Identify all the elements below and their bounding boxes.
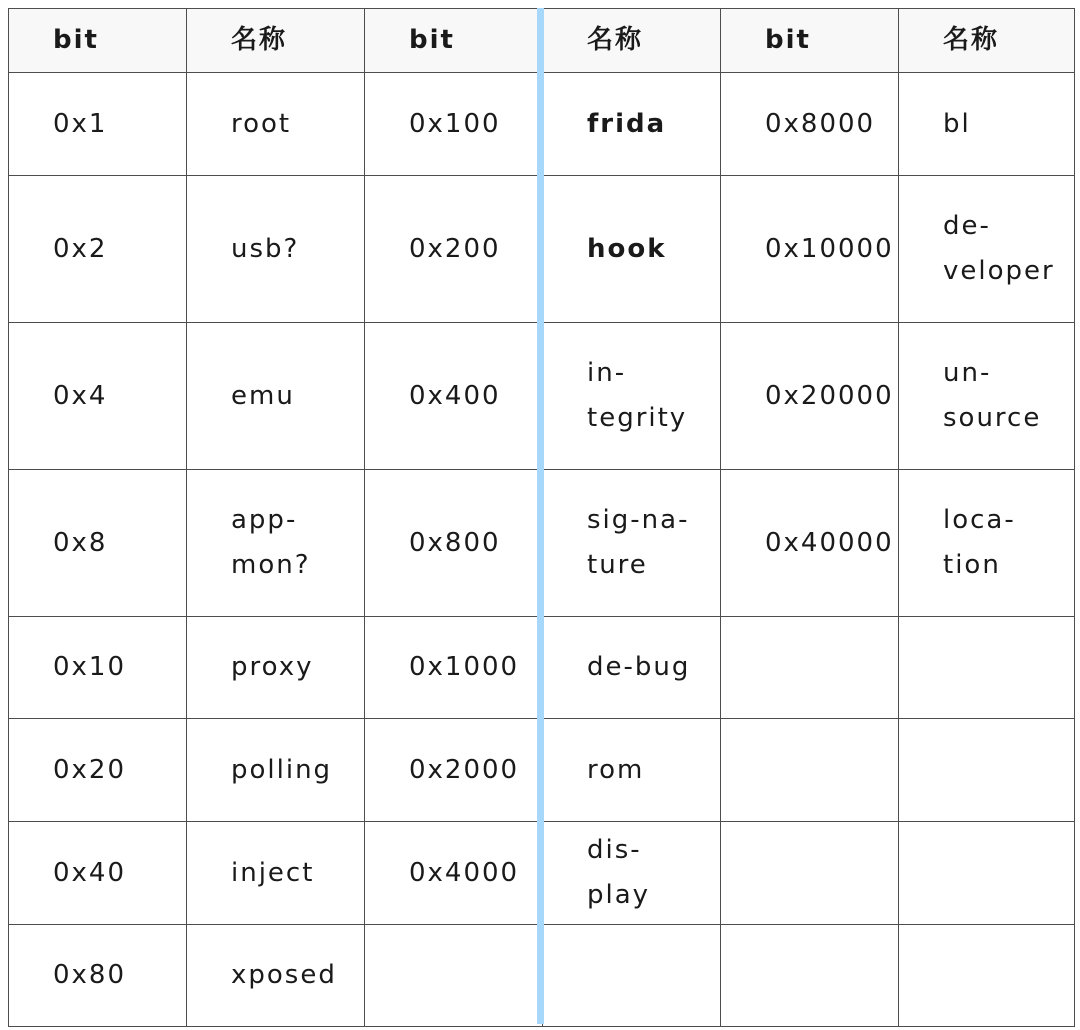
name-cell: hook [543, 176, 721, 323]
bit-cell: 0x20 [9, 719, 187, 822]
bit-cell: 0x8 [9, 470, 187, 617]
bit-cell: 0x80 [9, 925, 187, 1027]
name-cell: bl [899, 73, 1075, 176]
name-cell [899, 925, 1075, 1027]
name-cell: de-bug [543, 617, 721, 719]
bit-cell: 0x1 [9, 73, 187, 176]
bit-cell: 0x100 [365, 73, 543, 176]
name-cell: in-tegrity [543, 323, 721, 470]
column-divider [537, 8, 544, 1024]
bit-cell [721, 617, 899, 719]
bit-cell: 0x1000 [365, 617, 543, 719]
name-cell: xposed [187, 925, 365, 1027]
bit-cell: 0x10000 [721, 176, 899, 323]
header-name-2: 名称 [543, 9, 721, 73]
bit-cell: 0x800 [365, 470, 543, 617]
name-cell [899, 617, 1075, 719]
bit-cell: 0x200 [365, 176, 543, 323]
bit-cell: 0x4000 [365, 822, 543, 925]
name-cell: sig-na-ture [543, 470, 721, 617]
bit-cell [721, 719, 899, 822]
name-cell: proxy [187, 617, 365, 719]
bit-cell: 0x8000 [721, 73, 899, 176]
header-name-1: 名称 [187, 9, 365, 73]
name-cell: polling [187, 719, 365, 822]
name-cell: loca-tion [899, 470, 1075, 617]
bit-cell: 0x40000 [721, 470, 899, 617]
name-cell [543, 925, 721, 1027]
name-cell: un-source [899, 323, 1075, 470]
name-cell: inject [187, 822, 365, 925]
bit-cell: 0x2000 [365, 719, 543, 822]
name-cell: root [187, 73, 365, 176]
header-name-3: 名称 [899, 9, 1075, 73]
header-bit-1: bit [9, 9, 187, 73]
name-cell: dis-play [543, 822, 721, 925]
name-cell: rom [543, 719, 721, 822]
bit-cell [721, 822, 899, 925]
header-bit-2: bit [365, 9, 543, 73]
name-cell: de-veloper [899, 176, 1075, 323]
bit-cell: 0x400 [365, 323, 543, 470]
name-cell: usb? [187, 176, 365, 323]
name-cell: app-mon? [187, 470, 365, 617]
name-cell [899, 822, 1075, 925]
bit-cell: 0x20000 [721, 323, 899, 470]
name-cell: emu [187, 323, 365, 470]
header-bit-3: bit [721, 9, 899, 73]
bit-cell: 0x4 [9, 323, 187, 470]
bit-cell: 0x40 [9, 822, 187, 925]
bit-cell [365, 925, 543, 1027]
name-cell: frida [543, 73, 721, 176]
bit-cell: 0x10 [9, 617, 187, 719]
bit-cell [721, 925, 899, 1027]
name-cell [899, 719, 1075, 822]
bit-cell: 0x2 [9, 176, 187, 323]
